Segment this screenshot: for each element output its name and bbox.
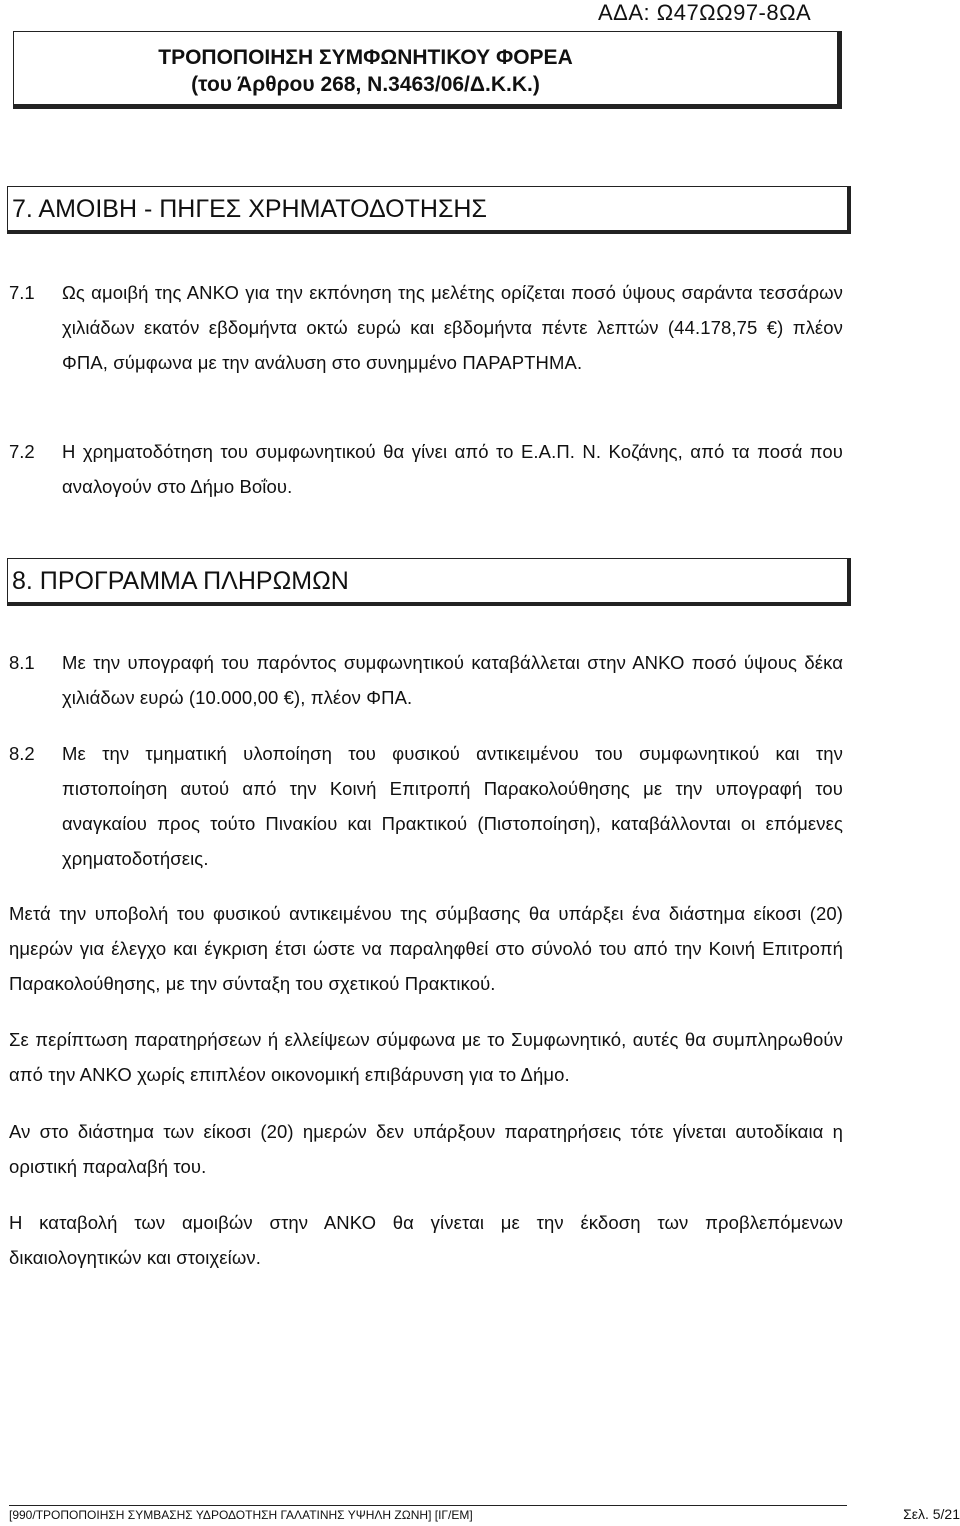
ada-code: ΑΔΑ: Ω47ΩΩ97-8ΩΑ xyxy=(598,0,812,25)
body-paragraph-2: Σε περίπτωση παρατηρήσεων ή ελλείψεων σύμφωνα με το Συμφωνητικό, αυτές θα συμπληρωθούν από την ΑΝΚΟ χωρίς επιπλέον οικονομική επιβάρυνση για το Δήμο. xyxy=(9,1029,843,1085)
header-title: ΤΡΟΠΟΠΟΙΗΣΗ ΣΥΜΦΩΝΗΤΙΚΟΥ ΦΟΡΕΑ xyxy=(158,46,573,69)
paragraph-8-2-number: 8.2 xyxy=(9,743,35,764)
header-subtitle: (του Άρθρου 268, Ν.3463/06/Δ.Κ.Κ.) xyxy=(191,73,540,96)
paragraph-8-1-number: 8.1 xyxy=(9,652,35,673)
section-7-title: 7. ΑΜΟΙΒΗ - ΠΗΓΕΣ ΧΡΗΜΑΤΟΔΟΤΗΣΗΣ xyxy=(7,186,851,234)
paragraph-7-2-number: 7.2 xyxy=(9,441,35,462)
page-number: Σελ. 5/21 xyxy=(903,1506,960,1522)
paragraph-7-1: Ως αμοιβή της ΑΝΚΟ για την εκπόνηση της μελέτης ορίζεται ποσό ύψους σαράντα τεσσάρων χιλιάδων εκατόν εβδομήντα οκτώ ευρώ και εβδομήντα πέντε λεπτών (44.178,75 €) πλέον ΦΠΑ, σύμφωνα με την ανάλυση στο συνημμένο ΠΑΡΑΡΤΗΜΑ. xyxy=(62,282,843,373)
paragraph-7-2: Η χρηματοδότηση του συμφωνητικού θα γίνει από το Ε.Α.Π. Ν. Κοζάνης, από τα ποσά που αναλογούν στο Δήμο Βοΐου. xyxy=(62,441,843,497)
section-8-title: 8. ΠΡΟΓΡΑΜΜΑ ΠΛΗΡΩΜΩΝ xyxy=(7,558,851,606)
body-paragraph-1: Μετά την υποβολή του φυσικού αντικειμένου της σύμβασης θα υπάρξει ένα διάστημα είκοσι (20) ημερών για έλεγχο και έγκριση έτσι ώστε να παραληφθεί στο σύνολό του από την Κοινή Επιτροπή Παρακολούθησης, με την σύνταξη του σχετικού Πρακτικού. xyxy=(9,903,843,994)
paragraph-7-1-number: 7.1 xyxy=(9,282,35,303)
paragraph-8-2: Με την τμηματική υλοποίηση του φυσικού αντικειμένου του συμφωνητικού και την πιστοποίηση αυτού από την Κοινή Επιτροπή Παρακολούθησης με την υπογραφή του αναγκαίου προς τούτο Πινακίου και Πρακτικού (Πιστοποίηση), καταβάλλονται οι επόμενες χρηματοδοτήσεις. xyxy=(62,743,843,869)
footer-divider xyxy=(9,1505,847,1506)
document-header xyxy=(13,31,842,109)
paragraph-8-1: Με την υπογραφή του παρόντος συμφωνητικού καταβάλλεται στην ΑΝΚΟ ποσό ύψους δέκα χιλιάδων ευρώ (10.000,00 €), πλέον ΦΠΑ. xyxy=(62,652,843,708)
body-paragraph-3: Αν στο διάστημα των είκοσι (20) ημερών δεν υπάρξουν παρατηρήσεις τότε γίνεται αυτοδίκαια η οριστική παραλαβή του. xyxy=(9,1121,843,1177)
body-paragraph-4: Η καταβολή των αμοιβών στην ΑΝΚΟ θα γίνεται με την έκδοση των προβλεπόμενων δικαιολογητικών και στοιχείων. xyxy=(9,1212,843,1268)
footer-reference: [990/ΤΡΟΠΟΠΟΙΗΣΗ ΣΥΜΒΑΣΗΣ ΥΔΡΟΔΟΤΗΣΗ ΓΑΛΑΤΙΝΗΣ ΥΨΗΛΗ ΖΩΝΗ] [ΙΓ/ΕΜ] xyxy=(9,1508,473,1522)
